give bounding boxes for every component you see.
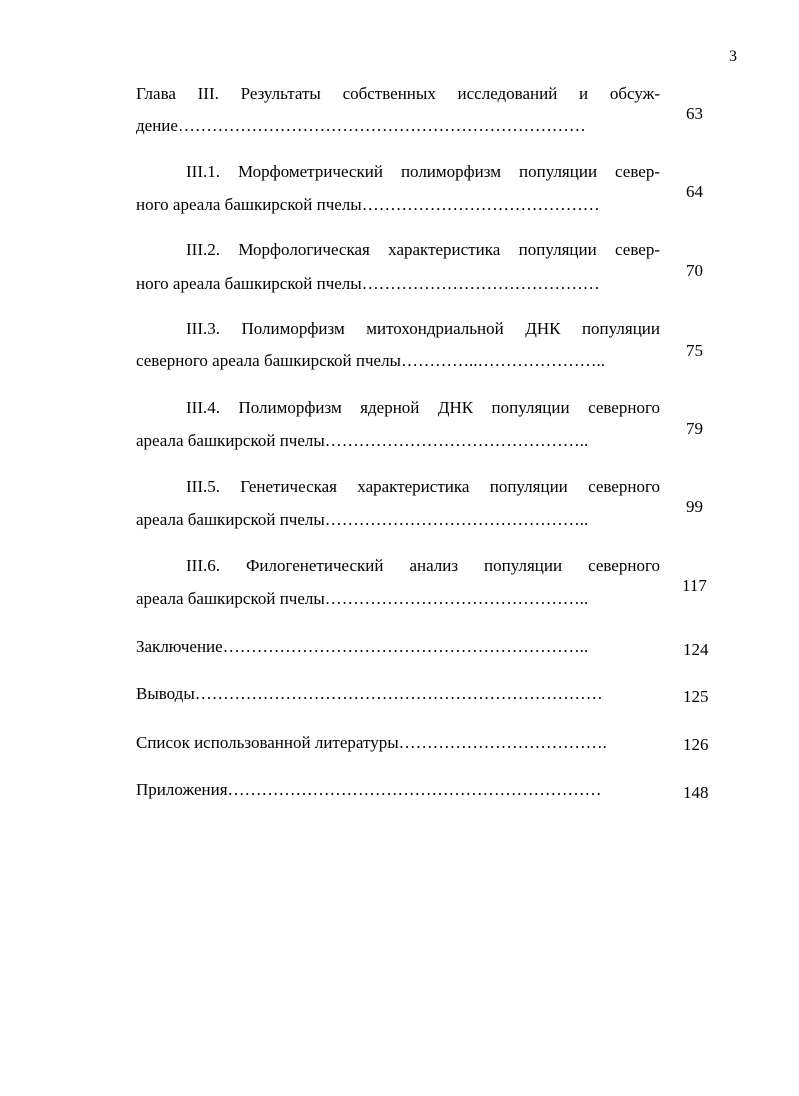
toc-entry-title-line1: Приложения………………………………………………………… (136, 780, 602, 799)
toc-entry-title-line2: ареала башкирской пчелы……………………………………….. (136, 589, 589, 608)
toc-entry-page: 148 (683, 783, 709, 802)
toc-entry-page: 64 (686, 182, 703, 201)
toc-entry-page: 125 (683, 687, 709, 706)
toc-entry-page: 63 (686, 104, 703, 123)
toc-entry-title-line2: северного ареала башкирской пчелы…………..………………….. (136, 351, 605, 370)
toc-entry-page: 117 (682, 576, 707, 595)
toc-entry-title-line1: III.6. Филогенетический анализ популяции северного (186, 556, 660, 575)
page-number: 3 (729, 48, 737, 65)
toc-entry-title-line2: ареала башкирской пчелы……………………………………….. (136, 431, 589, 450)
toc-entry-page: 124 (683, 640, 709, 659)
toc-entry-title-line1: Глава III. Результаты собственных исследований и обсуж- (136, 84, 660, 103)
toc-entry-title-line1: III.5. Генетическая характеристика популяции северного (186, 477, 660, 496)
toc-entry-page: 126 (683, 735, 709, 754)
toc-entry-title-line1: III.1. Морфометрический полиморфизм популяции север- (186, 162, 660, 181)
toc-entry-title-line1: III.2. Морфологическая характеристика популяции север- (186, 240, 660, 259)
toc-entry-title-line2: ного ареала башкирской пчелы…………………………………… (136, 195, 600, 214)
toc-entry-title-line2: ареала башкирской пчелы……………………………………….. (136, 510, 589, 529)
toc-entry-page: 70 (686, 261, 703, 280)
toc-entry-title-line2: ного ареала башкирской пчелы…………………………………… (136, 274, 600, 293)
toc-entry-title-line1: Выводы……………………………………………………………… (136, 684, 603, 703)
toc-entry-title-line2: дение……………………………………………………………… (136, 116, 586, 135)
toc-entry-title-line1: III.4. Полиморфизм ядерной ДНК популяции северного (186, 398, 660, 417)
toc-entry-title-line1: III.3. Полиморфизм митохондриальной ДНК популяции (186, 319, 660, 338)
toc-entry-page: 79 (686, 419, 703, 438)
toc-entry-page: 99 (686, 497, 703, 516)
toc-entry-title-line1: Список использованной литературы………………………………. (136, 733, 607, 752)
toc-entry-page: 75 (686, 341, 703, 360)
toc-entry-title-line1: Заключение……………………………………………………….. (136, 637, 589, 656)
